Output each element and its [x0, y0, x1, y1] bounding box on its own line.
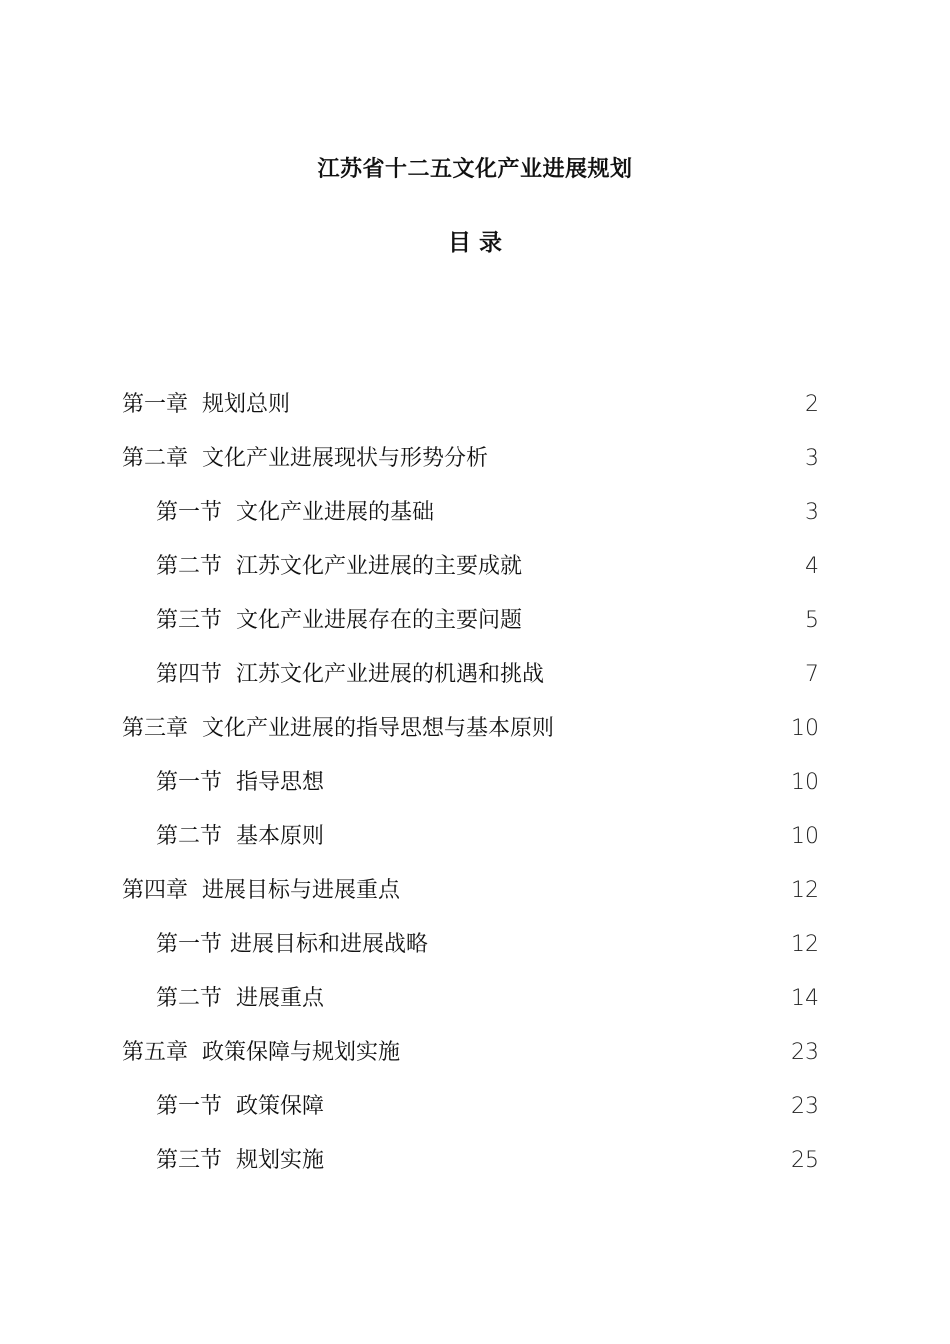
- toc-entry-title: 规划总则: [202, 392, 291, 417]
- toc-entry-label: 第一节: [156, 500, 223, 525]
- toc-entry-title: 指导思想: [236, 770, 325, 795]
- toc-entry-label: 第四节: [156, 662, 223, 687]
- toc-entry-text: [122, 864, 400, 918]
- toc-entry-page: 7: [805, 662, 819, 687]
- toc-entry-page: 10: [791, 716, 819, 741]
- toc-entry-label: 第五章: [122, 1040, 189, 1065]
- toc-entry-text: [122, 972, 324, 1026]
- toc-entry-title: 基本原则: [236, 824, 325, 849]
- toc-entry-text: [122, 378, 290, 432]
- toc-entry-section-5-3[interactable]: [122, 1134, 819, 1188]
- toc-entry-label: 第二节: [156, 554, 223, 579]
- toc-entry-title: 文化产业进展的指导思想与基本原则: [202, 716, 555, 741]
- toc-entry-chapter-3[interactable]: [122, 702, 819, 756]
- toc-entry-section-4-2[interactable]: [122, 972, 819, 1026]
- toc-entry-text: [122, 1080, 324, 1134]
- toc-entry-title: 进展重点: [236, 986, 325, 1011]
- toc-entry-page: 12: [791, 878, 819, 903]
- toc-entry-title: 江苏文化产业进展的机遇和挑战: [236, 662, 545, 687]
- toc-entry-chapter-1[interactable]: [122, 378, 819, 432]
- toc-entry-text: [122, 810, 324, 864]
- toc-entry-text: [122, 432, 488, 486]
- toc-entry-label: 第二节: [156, 824, 223, 849]
- toc-entry-page: 10: [791, 770, 819, 795]
- toc-entry-title: 规划实施: [236, 1148, 325, 1173]
- toc-heading: 目 录: [447, 230, 502, 256]
- toc-entry-label: 第一章: [122, 392, 189, 417]
- toc-entry-page: 25: [791, 1148, 819, 1173]
- toc-entry-text: [122, 1026, 400, 1080]
- toc-entry-section-2-2[interactable]: [122, 540, 819, 594]
- toc-entry-title: 文化产业进展现状与形势分析: [202, 446, 489, 471]
- toc-entry-label: 第三节: [156, 1148, 223, 1173]
- toc-entry-section-3-2[interactable]: [122, 810, 819, 864]
- toc-entry-title: 进展目标和进展战略: [230, 932, 429, 957]
- toc-entry-title: 江苏文化产业进展的主要成就: [236, 554, 523, 579]
- toc-entry-text: [122, 486, 434, 540]
- toc-entry-page: 12: [791, 932, 819, 957]
- toc-entry-text: [122, 918, 428, 972]
- toc-entry-text: [122, 756, 324, 810]
- toc-entry-section-2-1[interactable]: [122, 486, 819, 540]
- toc-entry-title: 进展目标与进展重点: [202, 878, 401, 903]
- toc-entry-text: [122, 702, 554, 756]
- toc-entry-label: 第三节: [156, 608, 223, 633]
- toc-entry-text: [122, 1134, 324, 1188]
- toc-entry-label: 第二章: [122, 446, 189, 471]
- toc-entry-section-2-3[interactable]: [122, 594, 819, 648]
- toc-entry-page: 10: [791, 824, 819, 849]
- toc-entry-chapter-2[interactable]: [122, 432, 819, 486]
- toc-entry-page: 3: [805, 500, 819, 525]
- toc-entry-page: 4: [805, 554, 819, 579]
- toc-entry-title: 政策保障与规划实施: [202, 1040, 401, 1065]
- toc-entry-section-5-1[interactable]: [122, 1080, 819, 1134]
- toc-entry-label: 第二节: [156, 986, 223, 1011]
- toc-entry-section-4-1[interactable]: [122, 918, 819, 972]
- toc-entry-label: 第一节: [156, 770, 223, 795]
- toc-entry-title: 文化产业进展的基础: [236, 500, 435, 525]
- toc-entry-label: 第一节: [156, 932, 223, 957]
- toc-entry-text: [122, 540, 522, 594]
- toc-entry-text: [122, 594, 522, 648]
- toc-entry-label: 第三章: [122, 716, 189, 741]
- toc-entry-chapter-5[interactable]: [122, 1026, 819, 1080]
- toc-entry-page: 3: [805, 446, 819, 471]
- toc-entry-page: 14: [791, 986, 819, 1011]
- toc-entry-title: 文化产业进展存在的主要问题: [236, 608, 523, 633]
- document-title: 江苏省十二五文化产业进展规划: [317, 157, 633, 182]
- toc-entry-page: 23: [791, 1094, 819, 1119]
- toc-entry-chapter-4[interactable]: [122, 864, 819, 918]
- toc-entry-label: 第一节: [156, 1094, 223, 1119]
- toc-entry-section-2-4[interactable]: [122, 648, 819, 702]
- toc-entry-label: 第四章: [122, 878, 189, 903]
- toc-entry-text: [122, 648, 544, 702]
- table-of-contents: [122, 378, 819, 1188]
- toc-entry-page: 5: [805, 608, 819, 633]
- toc-entry-page: 2: [805, 392, 819, 417]
- toc-entry-section-3-1[interactable]: [122, 756, 819, 810]
- toc-entry-title: 政策保障: [236, 1094, 325, 1119]
- toc-entry-page: 23: [791, 1040, 819, 1065]
